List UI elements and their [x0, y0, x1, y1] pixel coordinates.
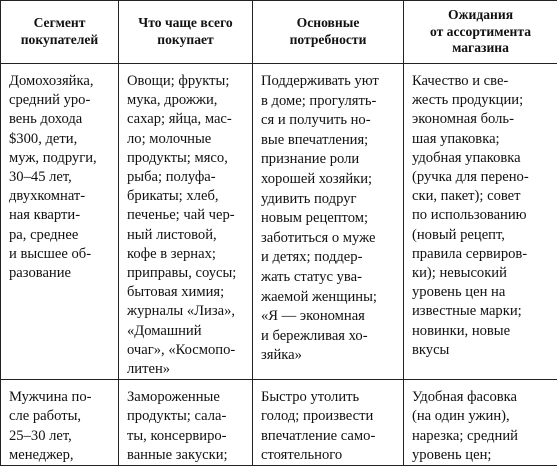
table-header-row — [1, 1, 557, 64]
header-expectations: Ожидания от ассортимента магазина — [404, 1, 557, 64]
cell-needs: Быстро утолить голод; произвести впечатление само- стоятельного — [253, 380, 404, 466]
cell-needs: Поддерживать уют в доме; прогулять- ся и получить но- вые впечатления; признание роли хорошей хозяйки; удивить подруг новым рецептом; заботиться о муже и детях; поддер- жать статус ува- жаемой женщины; «Я — экономная и бережливая хо- зяйка» — [253, 64, 404, 380]
cell-purchases: Овощи; фрукты; мука, дрожжи, сахар; яйца, мас- ло; молочные продукты; мясо, рыба; полуфа- брикаты; хлеб, печенье; чай чер- ный листовой, кофе в зернах; приправы, соусы; бытовая химия; журналы «Лиза», «Домашний очаг», «Космопо- литен» — [119, 64, 253, 380]
cell-segment: Домохозяйка, средний уро- вень дохода $300, дети, муж, подруги, 30–45 лет, двухкомнат- ная кварти- ра, среднее и высшее об- разование — [1, 64, 119, 380]
header-purchases: Что чаще всего покупает — [119, 1, 253, 64]
table-row — [1, 64, 557, 380]
table-row — [1, 380, 557, 466]
cell-segment: Мужчина по- сле работы, 25–30 лет, менеджер, — [1, 380, 119, 466]
cell-expectations: Качество и све- жесть продукции; экономная боль- шая упаковка; удобная упаковка (ручка для перено- ски, пакет); совет по использованию (новый рецепт, правила сервиров- ки); невысокий уровень цен на известные марки; новинки, новые вкусы — [404, 64, 557, 380]
header-segment: Сегмент покупателей — [1, 1, 119, 64]
header-needs: Основные потребности — [253, 1, 404, 64]
cell-expectations: Удобная фасовка (на один ужин), нарезка; средний уровень цен; — [404, 380, 557, 466]
cell-purchases: Замороженные продукты; сала- ты, консервиро- ванные закуски; — [119, 380, 253, 466]
